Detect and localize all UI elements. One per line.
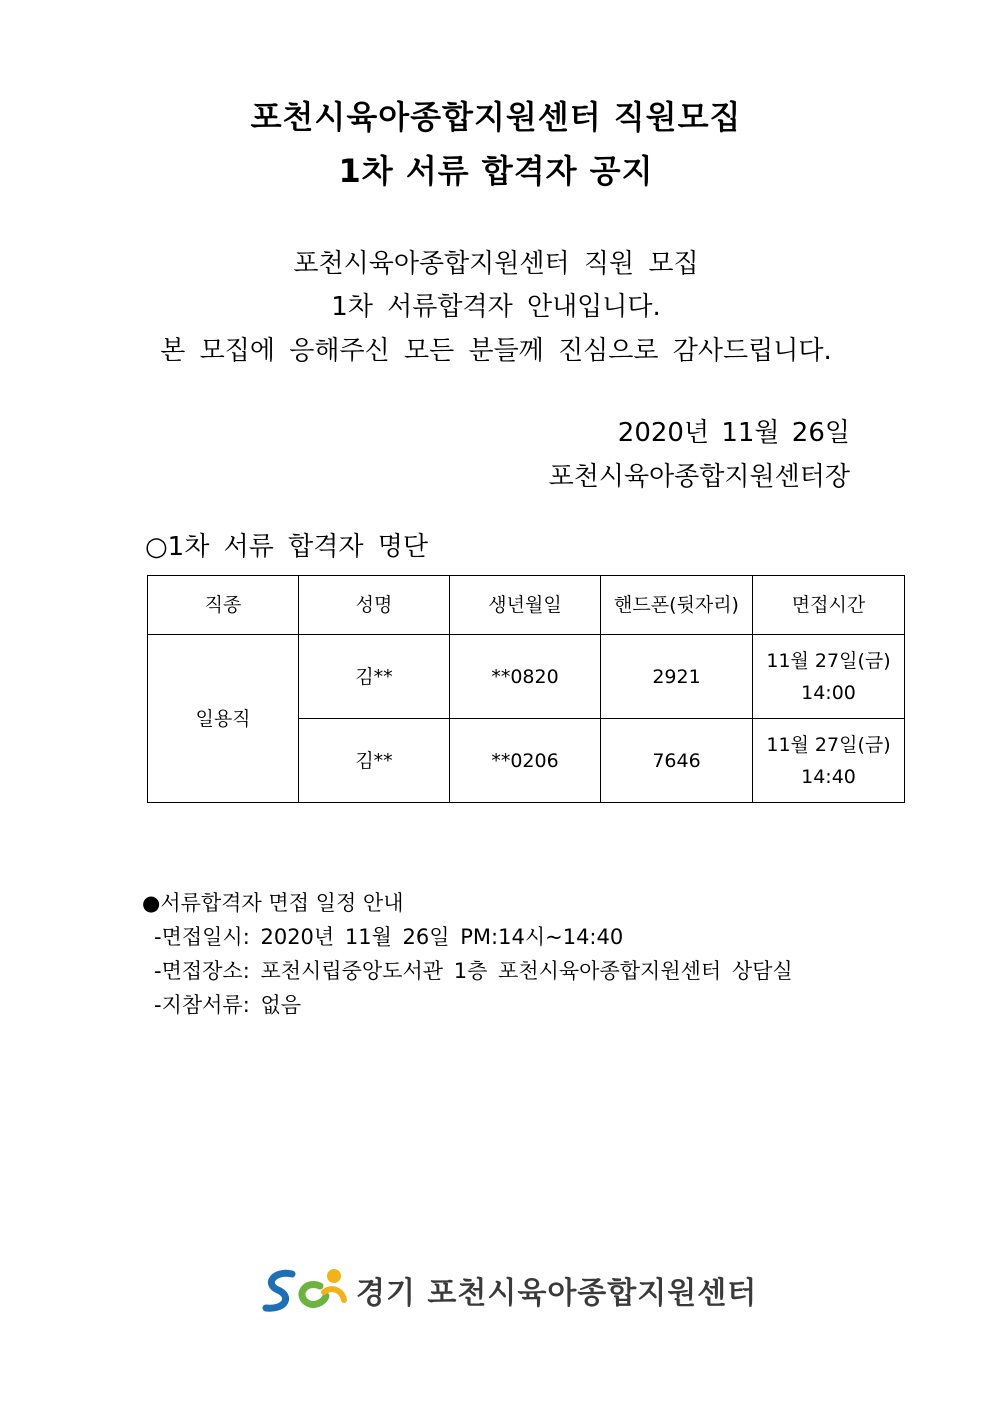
header-name: 성명	[299, 576, 450, 635]
interview-notice	[142, 886, 793, 1022]
notice-item-documents: -지참서류: 없음	[154, 993, 302, 1017]
header-phone: 핸드폰(뒷자리)	[601, 576, 753, 635]
intro-line-2: 1차 서류합격자 안내입니다.	[331, 292, 661, 322]
intro-line-3: 본 모집에 응해주신 모든 분들께 진심으로 감사드립니다.	[160, 336, 832, 366]
phone-cell: 2921	[601, 635, 753, 719]
notice-date: 2020년 11월 26일	[617, 418, 850, 448]
interview-cell	[753, 719, 905, 803]
phone-cell: 7646	[601, 719, 753, 803]
name-cell: 김**	[299, 719, 450, 803]
birth-cell: **0206	[450, 719, 601, 803]
center-logo-icon	[262, 1266, 350, 1314]
table-row	[148, 635, 905, 719]
notice-item-location: -면접장소: 포천시립중앙도서관 1층 포천시육아종합지원센터 상담실	[154, 959, 793, 983]
interview-date: 11월 27일(금)	[766, 733, 891, 756]
interview-time: 14:40	[801, 765, 856, 788]
header-interview-time: 면접시간	[753, 576, 905, 635]
issuer-name: 포천시육아종합지원센터장	[548, 462, 850, 492]
header-birthdate: 생년월일	[450, 576, 601, 635]
roster-table	[147, 575, 905, 803]
table-header-row	[148, 576, 905, 635]
footer-org-name: 경기 포천시육아종합지원센터	[356, 1276, 758, 1311]
interview-date: 11월 27일(금)	[766, 649, 891, 672]
notice-item-date: -면접일시: 2020년 11월 26일 PM:14시~14:40	[154, 925, 624, 949]
header-job-type: 직종	[148, 576, 299, 635]
roster-section-title: ○1차 서류 합격자 명단	[145, 532, 428, 562]
footer	[262, 1266, 757, 1314]
page-title: 포천시육아종합지원센터 직원모집	[250, 98, 742, 136]
job-type-cell: 일용직	[148, 635, 299, 803]
page-subtitle: 1차 서류 합격자 공지	[338, 152, 654, 190]
name-cell: 김**	[299, 635, 450, 719]
intro-line-1: 포천시육아종합지원센터 직원 모집	[293, 249, 699, 279]
notice-heading: ●서류합격자 면접 일정 안내	[142, 891, 404, 915]
interview-cell	[753, 635, 905, 719]
birth-cell: **0820	[450, 635, 601, 719]
interview-time: 14:00	[801, 681, 856, 704]
